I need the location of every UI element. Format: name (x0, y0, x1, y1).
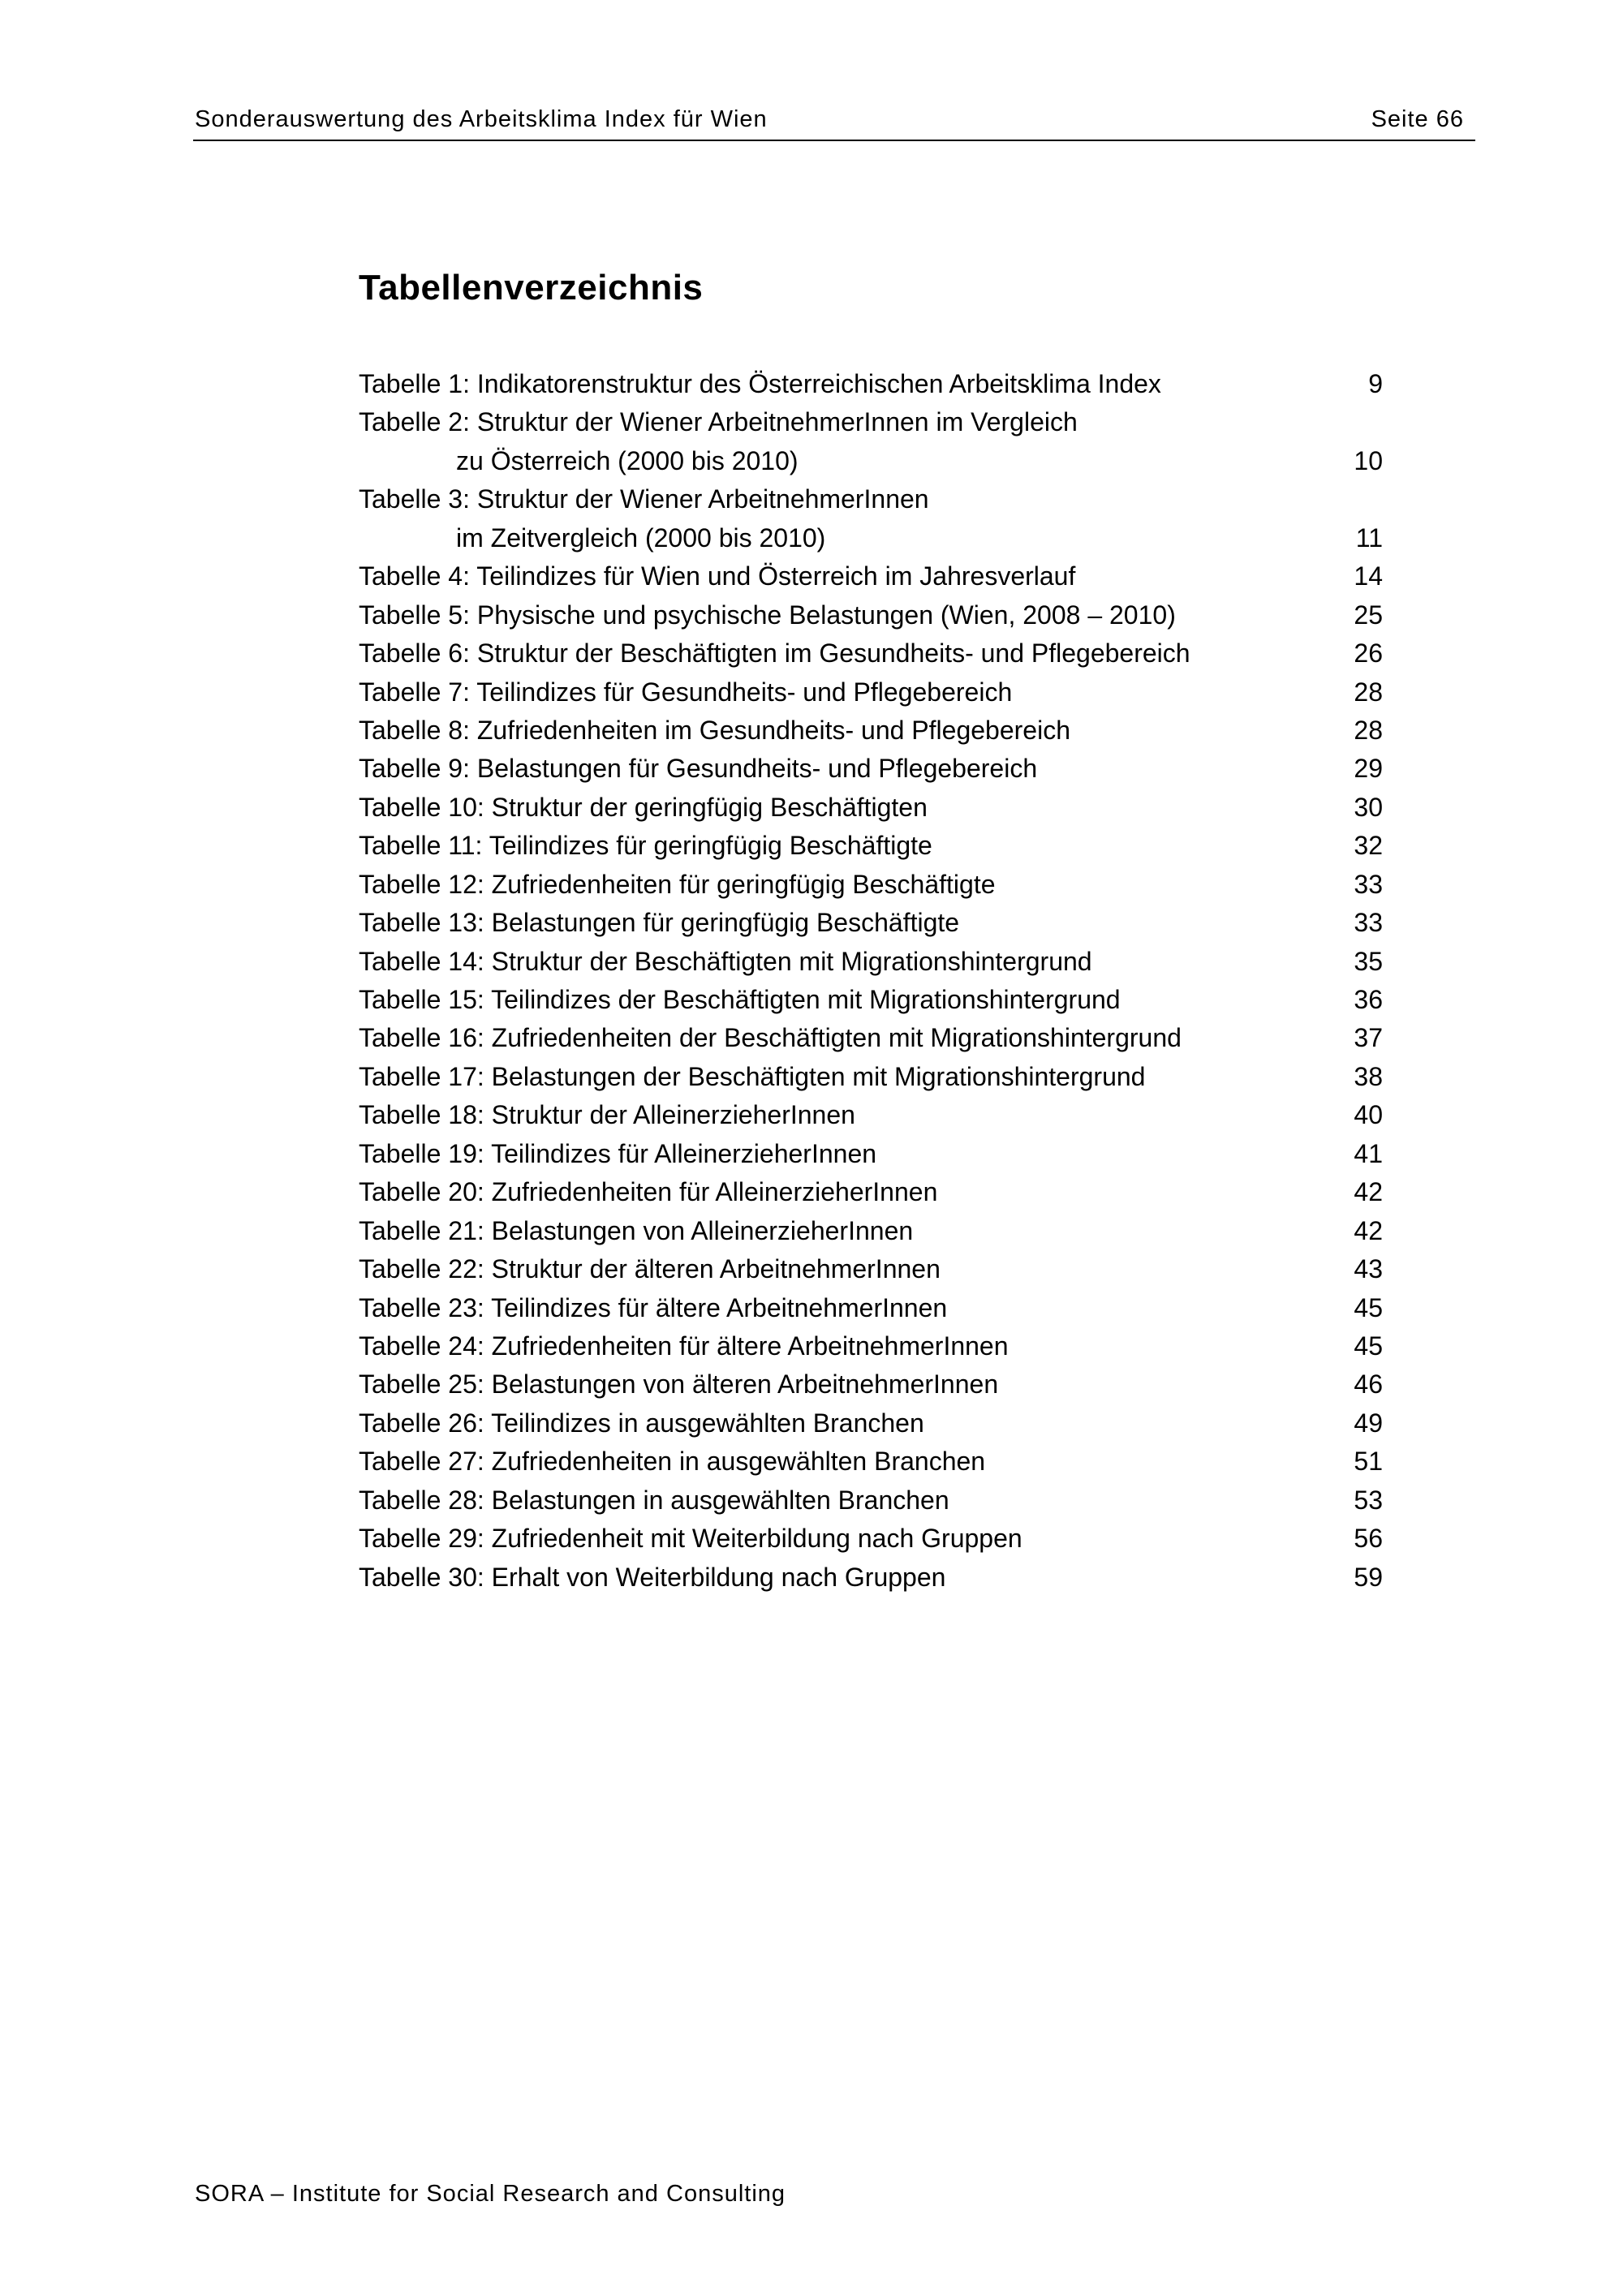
toc-entry-text: Tabelle 20: Zufriedenheiten für AlleinerzieherInnen (359, 1177, 938, 1207)
toc-entry-page-number: 42 (1354, 1215, 1383, 1245)
toc-entry-title (359, 1404, 1383, 1443)
toc-entry-page-number: 42 (1354, 1177, 1383, 1207)
toc-entry-title (359, 1019, 1383, 1057)
toc-entry[interactable] (359, 1212, 1383, 1250)
toc-entry-page-number: 9 (1368, 369, 1383, 398)
toc-entry-title (359, 480, 1383, 518)
toc-entry[interactable] (359, 712, 1383, 750)
toc-entry[interactable] (359, 403, 1383, 480)
toc-entry-title (359, 1520, 1383, 1558)
toc-entry-page-number: 14 (1354, 561, 1383, 591)
toc-entry-text: Tabelle 15: Teilindizes der Beschäftigten mit Migrationshintergrund (359, 985, 1121, 1014)
toc-entry-text: Tabelle 12: Zufriedenheiten für geringfügig Beschäftigte (359, 869, 996, 899)
toc-entry-text: Tabelle 28: Belastungen in ausgewählten Branchen (359, 1485, 949, 1515)
toc-entry-text: Tabelle 18: Struktur der AlleinerzieherInnen (359, 1100, 855, 1130)
toc-entry[interactable] (359, 596, 1383, 634)
toc-entry-page-number: 53 (1354, 1485, 1383, 1515)
toc-entry[interactable] (359, 943, 1383, 981)
toc-entry[interactable] (359, 827, 1383, 865)
toc-entry-title (359, 1365, 1383, 1404)
toc-entry-title (359, 634, 1383, 673)
toc-entry-title (359, 866, 1383, 904)
toc-entry-continuation (359, 442, 1383, 480)
toc-entry-title (359, 1212, 1383, 1250)
toc-entry[interactable] (359, 1135, 1383, 1173)
toc-entry[interactable] (359, 789, 1383, 827)
toc-entry-page-number: 46 (1354, 1369, 1383, 1400)
toc-entry-title (359, 1327, 1383, 1365)
toc-entry-title (359, 827, 1383, 865)
table-list (359, 365, 1383, 1597)
toc-entry-title (359, 403, 1383, 441)
toc-entry-page-number: 41 (1354, 1138, 1383, 1168)
toc-entry[interactable] (359, 1096, 1383, 1134)
toc-entry-text: Tabelle 21: Belastungen von AlleinerzieherInnen (359, 1215, 914, 1245)
toc-entry-text: Tabelle 19: Teilindizes für AlleinerzieherInnen (359, 1138, 877, 1168)
toc-entry-page-number: 28 (1354, 715, 1383, 745)
toc-entry-page-number: 36 (1354, 985, 1383, 1014)
toc-entry-page-number: 10 (1354, 445, 1383, 475)
toc-entry-page-number: 11 (1355, 522, 1383, 553)
toc-entry[interactable] (359, 1058, 1383, 1096)
toc-entry[interactable] (359, 1404, 1383, 1443)
toc-entry-text: Tabelle 2: Struktur der Wiener ArbeitnehmerInnen im Vergleich (359, 407, 1078, 437)
toc-entry-text: Tabelle 11: Teilindizes für geringfügig Beschäftigte (359, 831, 932, 861)
toc-entry-text: Tabelle 14: Struktur der Beschäftigten mit Migrationshintergrund (359, 946, 1092, 976)
toc-entry[interactable] (359, 634, 1383, 673)
toc-entry-title (359, 1289, 1383, 1327)
toc-entry-text: Tabelle 7: Teilindizes für Gesundheits- und Pflegebereich (359, 677, 1013, 707)
running-header (193, 104, 1475, 141)
toc-entry[interactable] (359, 904, 1383, 942)
toc-entry-text: Tabelle 24: Zufriedenheiten für ältere ArbeitnehmerInnen (359, 1331, 1009, 1361)
toc-entry-text: Tabelle 30: Erhalt von Weiterbildung nach Gruppen (359, 1562, 946, 1592)
toc-entry[interactable] (359, 1327, 1383, 1365)
toc-entry-text: Tabelle 16: Zufriedenheiten der Beschäftigten mit Migrationshintergrund (359, 1023, 1182, 1053)
toc-entry[interactable] (359, 480, 1383, 557)
toc-entry[interactable] (359, 1250, 1383, 1288)
toc-entry-title (359, 981, 1383, 1019)
toc-entry-text: Tabelle 25: Belastungen von älteren ArbeitnehmerInnen (359, 1369, 999, 1400)
toc-entry-title (359, 557, 1383, 595)
toc-entry-text: Tabelle 26: Teilindizes in ausgewählten Branchen (359, 1408, 924, 1438)
running-footer: SORA – Institute for Social Research and Consulting (195, 2181, 786, 2207)
toc-entry-text: Tabelle 13: Belastungen für geringfügig Beschäftigte (359, 908, 960, 938)
toc-entry-title (359, 673, 1383, 712)
toc-entry-title (359, 365, 1383, 403)
toc-entry-page-number: 30 (1354, 792, 1383, 822)
toc-entry-text: Tabelle 17: Belastungen der Beschäftigten mit Migrationshintergrund (359, 1061, 1146, 1091)
toc-entry[interactable] (359, 557, 1383, 595)
toc-entry[interactable] (359, 365, 1383, 403)
toc-entry[interactable] (359, 1173, 1383, 1211)
page-title: Tabellenverzeichnis (359, 268, 704, 307)
toc-entry-page-number: 29 (1354, 754, 1383, 784)
toc-entry-title (359, 1481, 1383, 1520)
header-title: Sonderauswertung des Arbeitsklima Index für Wien (195, 106, 768, 132)
toc-entry[interactable] (359, 1019, 1383, 1057)
toc-entry-page-number: 51 (1354, 1447, 1383, 1477)
toc-entry[interactable] (359, 981, 1383, 1019)
toc-entry-text: Tabelle 8: Zufriedenheiten im Gesundheits- und Pflegebereich (359, 715, 1070, 745)
toc-entry-title (359, 1173, 1383, 1211)
toc-entry-text: Tabelle 1: Indikatorenstruktur des Österreichischen Arbeitsklima Index (359, 369, 1161, 398)
toc-entry-text: Tabelle 22: Struktur der älteren ArbeitnehmerInnen (359, 1254, 941, 1284)
toc-entry-title (359, 712, 1383, 750)
toc-entry[interactable] (359, 673, 1383, 712)
toc-entry-page-number: 56 (1354, 1524, 1383, 1554)
toc-entry-text: Tabelle 23: Teilindizes für ältere ArbeitnehmerInnen (359, 1292, 948, 1322)
toc-entry-continuation (359, 519, 1383, 557)
toc-entry-title (359, 789, 1383, 827)
toc-entry-page-number: 28 (1354, 677, 1383, 707)
toc-entry-title (359, 943, 1383, 981)
toc-entry[interactable] (359, 750, 1383, 788)
toc-entry-text: Tabelle 10: Struktur der geringfügig Beschäftigten (359, 792, 928, 822)
toc-entry-title (359, 1250, 1383, 1288)
header-page-number: Seite 66 (1371, 106, 1464, 132)
toc-entry-title (359, 1096, 1383, 1134)
toc-entry-text: Tabelle 9: Belastungen für Gesundheits- und Pflegebereich (359, 754, 1038, 784)
toc-entry-page-number: 45 (1354, 1292, 1383, 1322)
toc-entry-text: zu Österreich (2000 bis 2010) (456, 445, 799, 475)
toc-entry-page-number: 35 (1354, 946, 1383, 976)
toc-entry-page-number: 26 (1354, 638, 1383, 669)
toc-entry-text: Tabelle 29: Zufriedenheit mit Weiterbildung nach Gruppen (359, 1524, 1022, 1554)
toc-entry-text: im Zeitvergleich (2000 bis 2010) (456, 522, 826, 553)
toc-entry-title (359, 1559, 1383, 1597)
toc-entry-page-number: 40 (1354, 1100, 1383, 1130)
toc-entry[interactable] (359, 1481, 1383, 1520)
toc-entry[interactable] (359, 866, 1383, 904)
toc-entry[interactable] (359, 1443, 1383, 1481)
toc-entry-text: Tabelle 4: Teilindizes für Wien und Österreich im Jahresverlauf (359, 561, 1076, 591)
toc-entry-title (359, 1135, 1383, 1173)
toc-entry-page-number: 33 (1354, 869, 1383, 899)
toc-entry-title (359, 596, 1383, 634)
toc-entry-title (359, 750, 1383, 788)
toc-entry-page-number: 59 (1354, 1562, 1383, 1592)
toc-entry-text: Tabelle 3: Struktur der Wiener ArbeitnehmerInnen (359, 484, 929, 514)
toc-entry[interactable] (359, 1365, 1383, 1404)
toc-entry-text: Tabelle 5: Physische und psychische Belastungen (Wien, 2008 – 2010) (359, 600, 1176, 630)
toc-entry-page-number: 37 (1354, 1023, 1383, 1053)
toc-entry-page-number: 33 (1354, 908, 1383, 938)
toc-entry[interactable] (359, 1520, 1383, 1558)
toc-entry[interactable] (359, 1559, 1383, 1597)
toc-entry-page-number: 38 (1354, 1061, 1383, 1091)
toc-entry-page-number: 25 (1354, 600, 1383, 630)
toc-entry-text: Tabelle 27: Zufriedenheiten in ausgewählten Branchen (359, 1447, 986, 1477)
toc-entry-page-number: 45 (1354, 1331, 1383, 1361)
toc-entry-page-number: 43 (1354, 1254, 1383, 1284)
toc-entry-page-number: 32 (1354, 831, 1383, 861)
toc-entry-text: Tabelle 6: Struktur der Beschäftigten im Gesundheits- und Pflegebereich (359, 638, 1190, 669)
toc-entry-title (359, 1443, 1383, 1481)
toc-entry-title (359, 904, 1383, 942)
toc-entry-title (359, 1058, 1383, 1096)
toc-entry-page-number: 49 (1354, 1408, 1383, 1438)
toc-entry[interactable] (359, 1289, 1383, 1327)
